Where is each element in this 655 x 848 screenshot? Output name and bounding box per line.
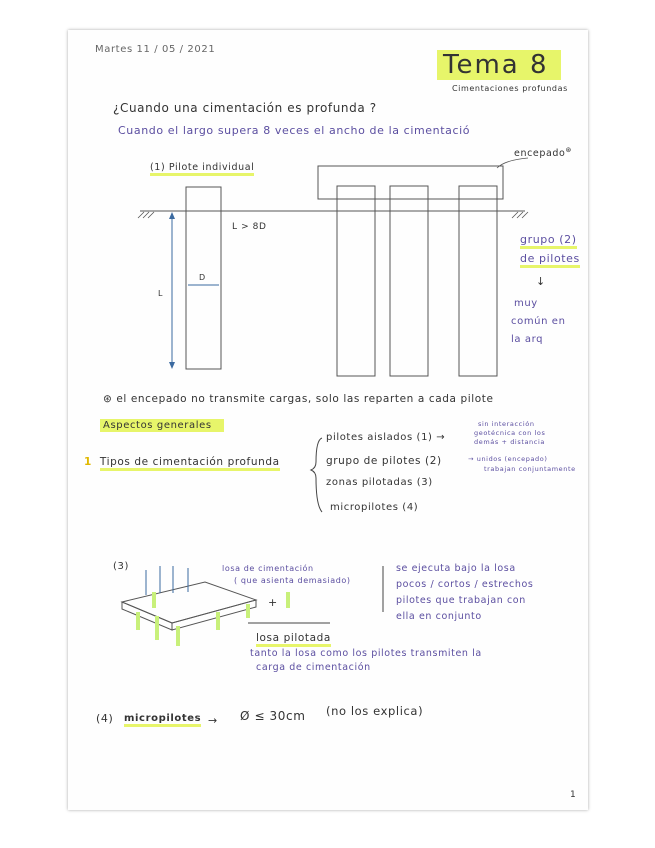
page-number: 1 (570, 790, 577, 800)
ground-hatch-left (138, 212, 154, 218)
side-note-2a-text: unidos (encepado) (476, 455, 548, 463)
diameter-label: D (199, 273, 206, 282)
side-note-2a: → unidos (encepado) (468, 455, 548, 463)
encepado-label (514, 146, 572, 159)
length-label: L (158, 289, 164, 298)
tipos-item-4: micropilotes (4) (330, 502, 419, 513)
group-pile-2 (390, 186, 428, 376)
losa-label-1: losa de cimentación (222, 564, 314, 573)
side-note-2b: trabajan conjuntamente (484, 465, 576, 473)
zona-number: (3) (113, 561, 129, 572)
ground-hatch-right (512, 212, 528, 218)
question-text: ¿Cuando una cimentación es profunda ? (113, 101, 377, 115)
zona-right-2: pocos / cortos / estrechos (396, 579, 534, 590)
tipos-number: 1 (84, 456, 92, 468)
tema-title: Tema 8 (437, 50, 561, 80)
date-text: Martes 11 / 05 / 2021 (95, 44, 216, 55)
micro-arrow: → (208, 714, 218, 727)
tipos-item-2: grupo de pilotes (2) (326, 455, 442, 467)
group-label-2: de pilotes (520, 252, 580, 268)
plus-sign: + (268, 596, 278, 609)
side-note-1a: sin interacción (478, 420, 535, 428)
slab-top (122, 582, 256, 623)
losa-pilotada-label: losa pilotada (256, 632, 331, 647)
zona-caption-2: carga de cimentación (256, 662, 371, 673)
zona-caption-1: tanto la losa como los pilotes transmiten la (250, 648, 482, 659)
tipos-label (84, 456, 280, 468)
micro-note: (no los explica) (326, 704, 424, 718)
zona-right-4: ella en conjunto (396, 611, 482, 622)
slab-side (172, 600, 256, 630)
slab-front (122, 602, 172, 630)
group-note-3: la arq (511, 334, 544, 345)
answer-text: Cuando el largo supera 8 veces el ancho de la cimentació (118, 124, 471, 137)
aspectos-heading: Aspectos generales (100, 419, 224, 432)
tipos-item-3: zonas pilotadas (3) (326, 477, 433, 488)
single-pile-label: (1) Pilote individual (150, 162, 254, 176)
tipos-item-1: pilotes aislados (1) → (326, 432, 446, 443)
pile-cap (318, 166, 503, 199)
encepado-mark: ⊛ (565, 146, 572, 154)
tipos-text: Tipos de cimentación profunda (100, 456, 280, 471)
micro-size: Ø ≤ 30cm (240, 709, 306, 723)
micro-label: micropilotes (124, 713, 201, 727)
encepado-note: ⊛ el encepado no transmite cargas, solo las reparten a cada pilote (103, 393, 494, 405)
ratio-label: L > 8D (232, 222, 267, 232)
tipos-brace (311, 438, 322, 512)
encepado-text: encepado (514, 148, 566, 160)
group-note-2: común en (511, 316, 566, 327)
zona-right-3: pilotes que trabajan con (396, 595, 526, 606)
micro-number: (4) (96, 712, 114, 725)
tema-subtitle: Cimentaciones profundas (452, 84, 568, 93)
group-pile-1 (337, 186, 375, 376)
side-note-1b: geotécnica con los (474, 429, 546, 437)
side-note-1c: demás + distancia (474, 438, 545, 446)
group-note-1: muy (514, 298, 538, 309)
arrow-down-icon: ↓ (536, 275, 546, 288)
zona-right-1: se ejecuta bajo la losa (396, 563, 516, 574)
group-label-1: grupo (2) (520, 233, 577, 249)
group-pile-3 (459, 186, 497, 376)
losa-label-2: ( que asienta demasiado) (234, 576, 351, 585)
